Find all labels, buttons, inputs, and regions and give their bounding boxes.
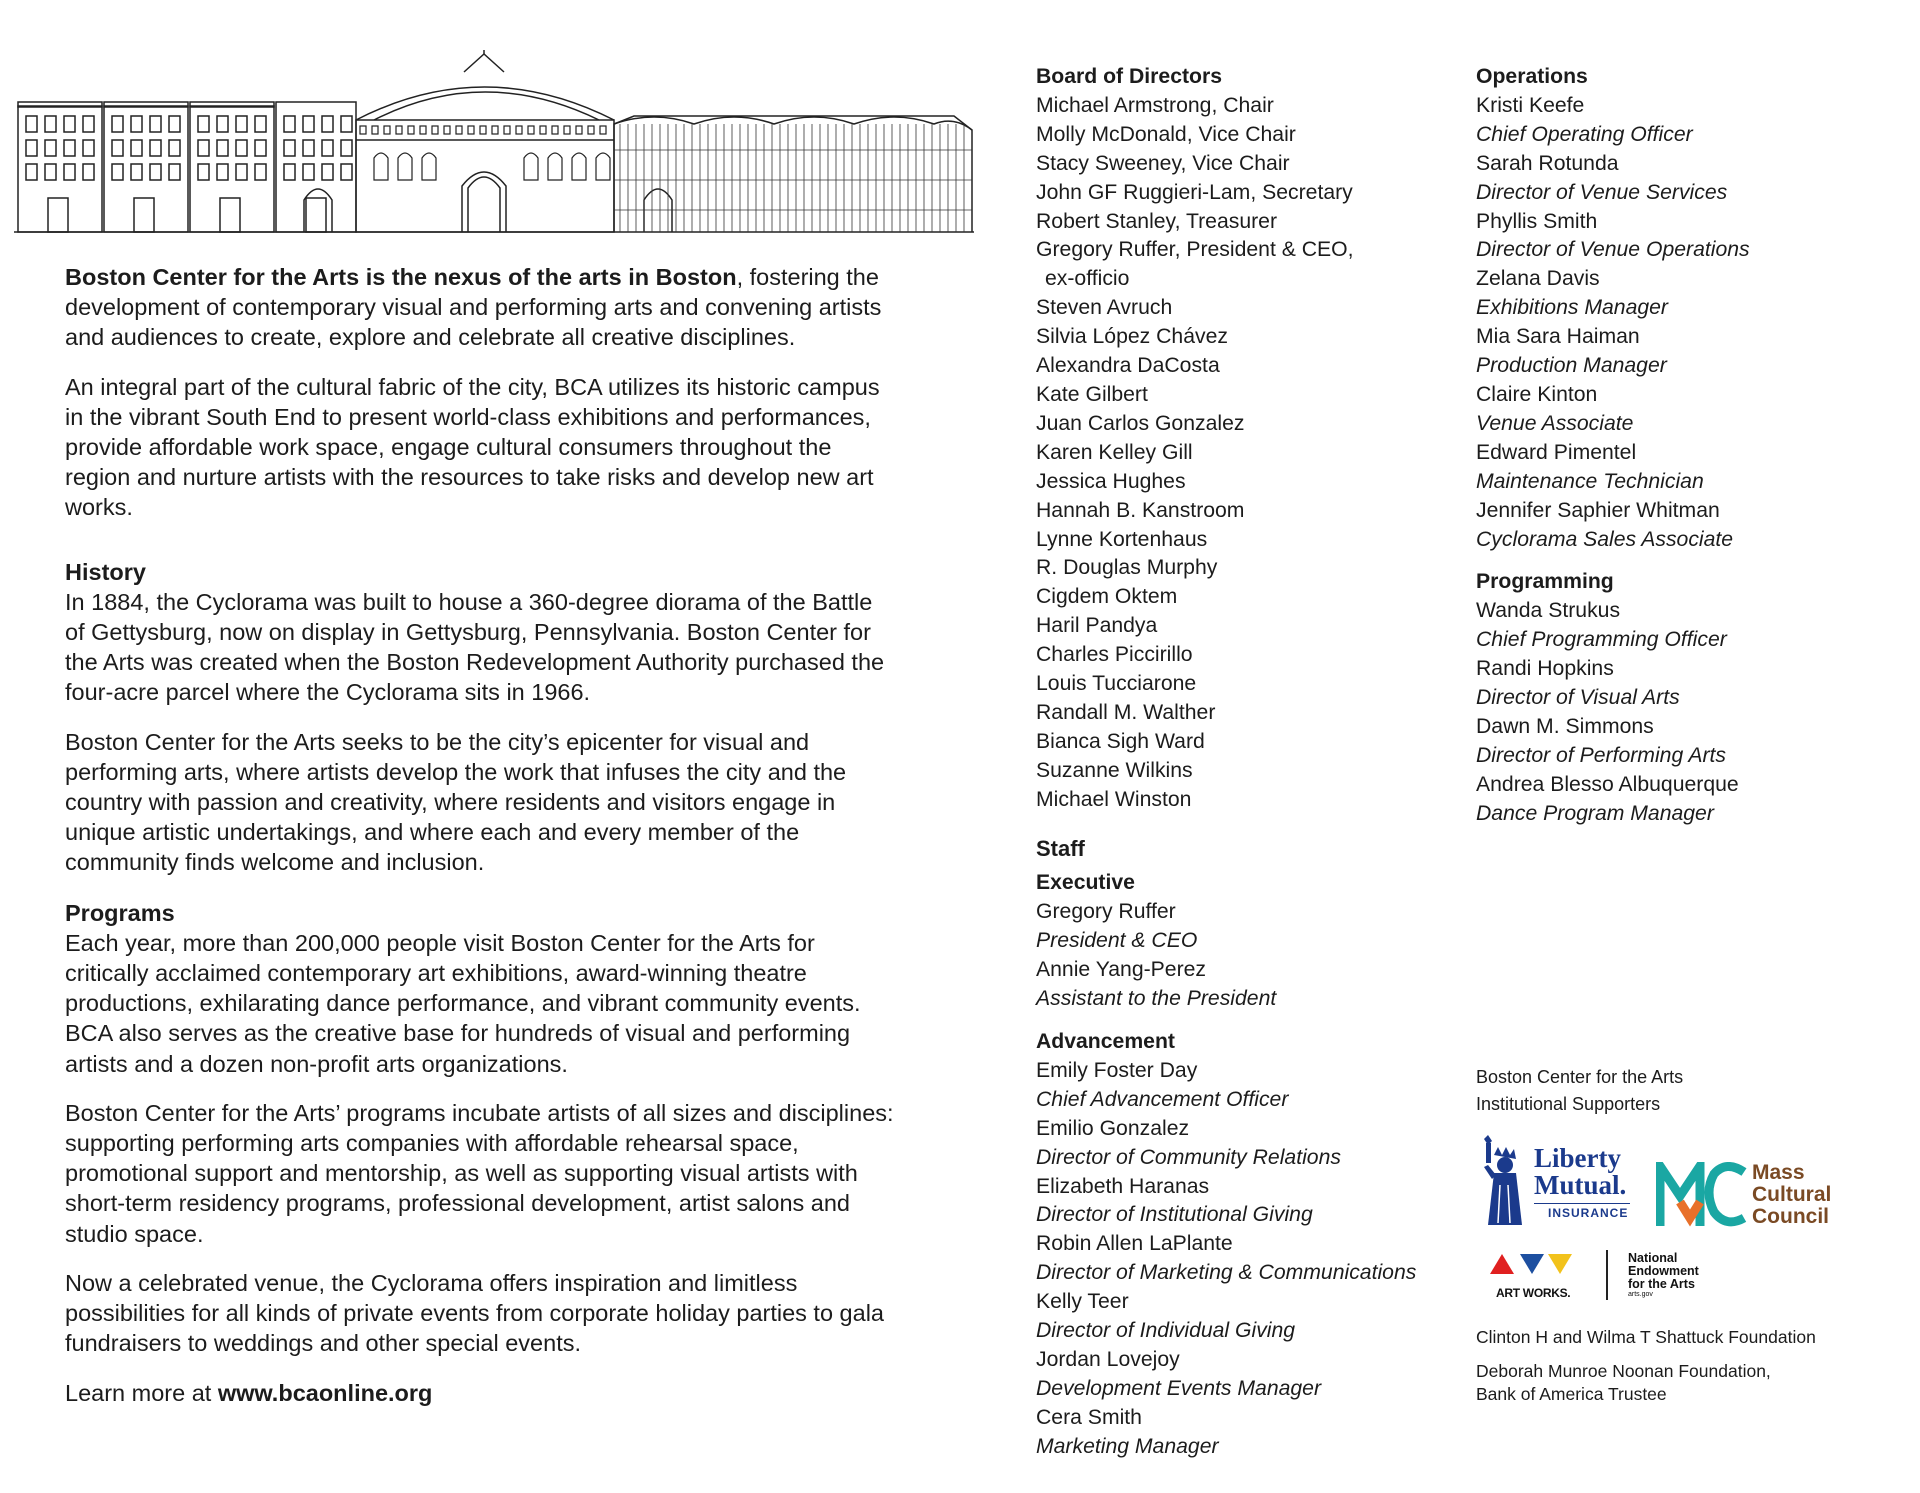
staff-title: Chief Programming Officer	[1476, 628, 1727, 652]
staff-name: Jennifer Saphier Whitman	[1476, 498, 1720, 522]
programs-paragraph-1: Each year, more than 200,000 people visit Boston Center for the Arts for critically acclaimed contemporary art exhibitions, award-winning theatre productions, exhilarating dance performance, and vibrant community events. BCA also serves as the creative base for hundreds of visual and performing artists and a dozen non-profit arts organizations.	[65, 929, 861, 1077]
staff-title: Chief Advancement Officer	[1036, 1087, 1289, 1111]
board-members	[1036, 294, 1456, 814]
art-works-label: ART WORKS.	[1496, 1286, 1571, 1300]
staff-title: Director of Visual Arts	[1476, 686, 1680, 710]
mass-cultural-council-logo	[1656, 1162, 1856, 1232]
staff-title: Production Manager	[1476, 354, 1667, 378]
board-officers	[1036, 92, 1456, 265]
operations-column	[1476, 63, 1896, 829]
staff-name: Sarah Rotunda	[1476, 151, 1619, 175]
board-member: Bianca Sigh Ward	[1036, 729, 1205, 753]
staff-name: Emily Foster Day	[1036, 1058, 1198, 1082]
mcc-word-1: Mass	[1752, 1161, 1805, 1184]
staff-title: Director of Venue Services	[1476, 180, 1728, 204]
learn-more	[65, 1378, 895, 1408]
board-member: Cigdem Oktem	[1036, 585, 1178, 609]
nea-url: arts.gov	[1628, 1291, 1653, 1298]
programs-paragraph-3: Now a celebrated venue, the Cyclorama offers inspiration and limitless possibilities for all kinds of private events from corporate holiday parties to gala fundraisers to weddings and other special events.	[65, 1269, 884, 1357]
board-officer: Michael Armstrong, Chair	[1036, 93, 1274, 117]
staff-title: Chief Operating Officer	[1476, 122, 1693, 146]
advancement-heading: Advancement	[1036, 1030, 1175, 1053]
staff-name: Randi Hopkins	[1476, 657, 1614, 681]
board-member: Louis Tucciarone	[1036, 672, 1197, 696]
nea-art-works-logo	[1488, 1250, 1728, 1306]
board-member: Randall M. Walther	[1036, 700, 1216, 724]
liberty-wordmark-2: Mutual.	[1534, 1170, 1627, 1200]
board-member: Michael Winston	[1036, 787, 1192, 811]
liberty-wordmark-1: Liberty	[1534, 1143, 1621, 1173]
staff-name: Edward Pimentel	[1476, 440, 1637, 464]
board-member: Steven Avruch	[1036, 296, 1173, 320]
staff-name: Gregory Ruffer	[1036, 900, 1176, 924]
staff-title: Exhibitions Manager	[1476, 296, 1668, 320]
building-illustration	[14, 50, 974, 235]
staff-title: Assistant to the President	[1036, 987, 1277, 1011]
board-member: Kate Gilbert	[1036, 382, 1148, 406]
mcc-word-3: Council	[1752, 1205, 1829, 1228]
board-member: Haril Pandya	[1036, 614, 1158, 638]
board-member: Suzanne Wilkins	[1036, 758, 1193, 782]
staff-title: Venue Associate	[1476, 411, 1634, 435]
staff-title: Marketing Manager	[1036, 1434, 1219, 1458]
about-text	[65, 262, 895, 1408]
staff-title: Cyclorama Sales Associate	[1476, 527, 1734, 551]
staff-name: Kelly Teer	[1036, 1290, 1129, 1314]
staff-name: Phyllis Smith	[1476, 209, 1598, 233]
operations-heading: Operations	[1476, 65, 1588, 88]
mcc-word-2: Cultural	[1752, 1183, 1832, 1206]
history-heading: History	[65, 558, 146, 585]
mcc-monogram-icon	[1656, 1162, 1748, 1228]
programs-paragraph-2: Boston Center for the Arts’ programs incubate artists of all sizes and disciplines: supporting performing arts companies with affordable rehearsal space, promotional support and mentorship, as well as supporting visual artists with short-term residency programs, professional development, artist salons and studio space.	[65, 1099, 894, 1247]
board-member: Juan Carlos Gonzalez	[1036, 411, 1245, 435]
board-heading: Board of Directors	[1036, 65, 1223, 88]
staff-name: Elizabeth Haranas	[1036, 1174, 1210, 1198]
learn-more-prefix: Learn more at	[65, 1379, 218, 1406]
statue-of-liberty-icon	[1474, 1135, 1534, 1227]
liberty-mutual-logo	[1474, 1135, 1639, 1231]
art-works-triangles-icon	[1488, 1250, 1582, 1276]
foundation-noonan-2: Bank of America Trustee	[1476, 1384, 1667, 1404]
programming-heading: Programming	[1476, 570, 1614, 594]
staff-name: Dawn M. Simmons	[1476, 714, 1654, 738]
staff-title: Dance Program Manager	[1476, 801, 1714, 825]
staff-name: Kristi Keefe	[1476, 93, 1585, 117]
staff-name: Wanda Strukus	[1476, 599, 1621, 623]
foundation-shattuck: Clinton H and Wilma T Shattuck Foundation	[1476, 1327, 1816, 1347]
staff-name: Emilio Gonzalez	[1036, 1116, 1190, 1140]
staff-title: Director of Venue Operations	[1476, 238, 1750, 262]
executive-list	[1036, 898, 1456, 1014]
staff-name: Andrea Blesso Albuquerque	[1476, 772, 1739, 796]
board-officer-cont: ex-officio	[1045, 267, 1130, 291]
board-officer: John GF Ruggieri-Lam, Secretary	[1036, 180, 1353, 204]
staff-title: President & CEO	[1036, 929, 1198, 953]
staff-name: Robin Allen LaPlante	[1036, 1232, 1233, 1256]
board-officer: Gregory Ruffer, President & CEO,	[1036, 238, 1354, 262]
board-member: Karen Kelley Gill	[1036, 440, 1193, 464]
foundations	[1476, 1326, 1906, 1407]
staff-title: Director of Institutional Giving	[1036, 1203, 1313, 1227]
intro-rest: , fostering the development of contemporary visual and performing arts and convening artists and audiences to create, explore and celebrate all creative disciplines.	[65, 264, 882, 351]
history-paragraph-2: Boston Center for the Arts seeks to be the city’s epicenter for visual and performing arts, where artists develop the work that infuses the city and the country with passion and creativity, where residents and visitors engage in unique artistic undertakings, and where each and every member of the community finds welcome and inclusion.	[65, 728, 847, 876]
programs-heading: Programs	[65, 899, 175, 926]
nea-word-2: Endowment	[1628, 1264, 1699, 1278]
supporters-heading-2: Institutional Supporters	[1476, 1093, 1661, 1114]
board-member: Alexandra DaCosta	[1036, 354, 1220, 378]
operations-list	[1476, 92, 1896, 555]
intro-paragraph	[65, 262, 895, 353]
staff-name: Cera Smith	[1036, 1405, 1142, 1429]
staff-name: Mia Sara Haiman	[1476, 325, 1640, 349]
foundation-noonan-1: Deborah Munroe Noonan Foundation,	[1476, 1360, 1771, 1381]
history-paragraph-1: In 1884, the Cyclorama was built to house a 360-degree diorama of the Battle of Gettysburg, now on display in Gettysburg, Pennsylvania. Boston Center for the Arts was created when the Boston Redevelopment Authority purchased the four-acre parcel where the Cyclorama sits in 1966.	[65, 588, 885, 706]
staff-title: Director of Marketing & Communications	[1036, 1261, 1417, 1285]
board-member: R. Douglas Murphy	[1036, 556, 1218, 580]
staff-title: Maintenance Technician	[1476, 469, 1704, 493]
intro-paragraph-2: An integral part of the cultural fabric of the city, BCA utilizes its historic campus in the vibrant South End to present world-class exhibitions and performances, provide affordable work space, engage cultural consumers throughout the region and nurture artists with the resources to take risks and develop new art works.	[65, 373, 880, 521]
supporters-heading-1: Boston Center for the Arts	[1476, 1067, 1684, 1087]
nea-word-1: National	[1628, 1251, 1678, 1265]
staff-heading: Staff	[1036, 835, 1085, 861]
staff-name: Zelana Davis	[1476, 267, 1600, 291]
staff-title: Development Events Manager	[1036, 1376, 1322, 1400]
programming-list	[1476, 597, 1896, 828]
staff-title: Director of Individual Giving	[1036, 1319, 1296, 1343]
board-member: Charles Piccirillo	[1036, 643, 1193, 667]
website-link[interactable]: www.bcaonline.org	[217, 1379, 433, 1406]
board-officer: Robert Stanley, Treasurer	[1036, 209, 1278, 233]
board-member: Hannah B. Kanstroom	[1036, 498, 1245, 522]
board-member: Lynne Kortenhaus	[1036, 527, 1208, 551]
staff-title: Director of Community Relations	[1036, 1145, 1341, 1169]
board-member: Silvia López Chávez	[1036, 325, 1228, 349]
board-officer: Molly McDonald, Vice Chair	[1036, 122, 1296, 146]
staff-name: Claire Kinton	[1476, 382, 1598, 406]
staff-name: Jordan Lovejoy	[1036, 1347, 1180, 1371]
staff-title: Director of Performing Arts	[1476, 743, 1726, 767]
advancement-list	[1036, 1057, 1456, 1462]
liberty-insurance-label: INSURANCE	[1548, 1206, 1629, 1220]
intro-lead: Boston Center for the Arts is the nexus of the arts in Boston	[65, 264, 737, 290]
board-member: Jessica Hughes	[1036, 469, 1186, 493]
staff-name: Annie Yang-Perez	[1036, 958, 1207, 982]
board-officer: Stacy Sweeney, Vice Chair	[1036, 151, 1290, 175]
supporters-section	[1476, 1064, 1896, 1117]
executive-heading: Executive	[1036, 871, 1135, 895]
board-staff-column	[1036, 63, 1456, 1462]
nea-word-3: for the Arts	[1628, 1277, 1695, 1291]
